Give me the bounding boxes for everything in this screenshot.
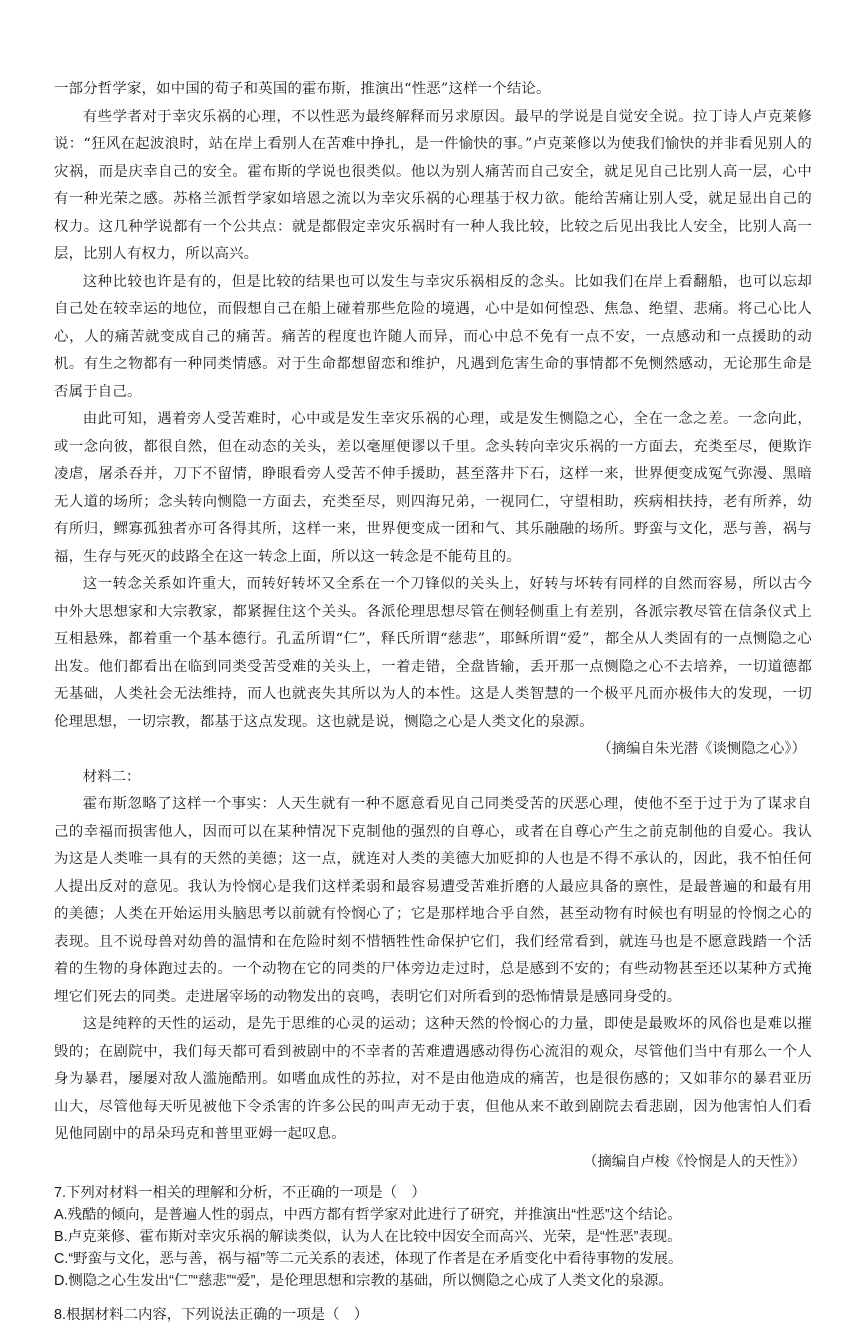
- material-two-source: （摘编自卢梭《怜悯是人的天性》）: [582, 1153, 806, 1170]
- material-one-paragraph: 这种比较也许是有的，但是比较的结果也可以发生与幸灾乐祸相反的念头。比如我们在岸上看翻船，也可以忘却自己处在较幸运的地位，而假想自己在船上碰着那些危险的境遇，心中是如何惶恐、焦急、绝望、悲痛。将己心比人心，人的痛苦就变成自己的痛苦。痛苦的程度也许随人而异，而心中总不免有一点不安，一点感动和一点援助的动机。有生之物都有一种同类情感。对于生命都想留恋和维护，凡遇到危害生命的事情都不免恻然感动，无论那生命是否属于自己。: [54, 273, 812, 400]
- question-7-option-c[interactable]: C.“野蛮与文化，恶与善，祸与福”等二元关系的表述，体现了作者是在矛盾变化中看待事物的发展。: [54, 1251, 683, 1267]
- question-7-option-b[interactable]: B.卢克莱修、霍布斯对幸灾乐祸的解读类似，认为人在比较中因安全而高兴、光荣，是“性恶”表现。: [54, 1229, 682, 1245]
- material-one-paragraph: 一部分哲学家，如中国的荀子和英国的霍布斯，推演出“性恶”这样一个结论。: [54, 81, 551, 97]
- material-one-source: （摘编自朱光潜《谈恻隐之心》）: [597, 741, 806, 757]
- question-7-option-d[interactable]: D.恻隐之心生发出“仁”“慈悲”“爱”，是伦理思想和宗教的基础，所以恻隐之心成了人类文化的泉源。: [54, 1273, 673, 1289]
- question-7: [54, 1182, 812, 1292]
- question-8-stem: 8.根据材料二内容，下列说法正确的一项是（ ）: [54, 1307, 369, 1323]
- material-one-paragraph: 有些学者对于幸灾乐祸的心理，不以性恶为最终解释而另求原因。最早的学说是自觉安全说。拉丁诗人卢克莱修说：“狂风在起波浪时，站在岸上看别人在苦难中挣扎，是一件愉快的事。”卢克莱修以为使我们愉快的并非看见别人的灾祸，而是庆幸自己的安全。霍布斯的学说也很类似。他以为别人痛苦而自己安全，就足见自己比别人高一层，心中有一种光荣之感。苏格兰派哲学家如培恩之流以为幸灾乐祸的心理基于权力欲。能给苦痛让别人受，就足显出自己的权力。这几种学说都有一个公共点：就是都假定幸灾乐祸时有一种人我比较，比较之后见出我比人安全，比别人高一层，比别人有权力，所以高兴。: [54, 108, 812, 262]
- material-one-paragraph: 由此可知，遇着旁人受苦难时，心中或是发生幸灾乐祸的心理，或是发生恻隐之心，全在一念之差。一念向此，或一念向彼，都很自然，但在动态的关头，差以毫厘便谬以千里。念头转向幸灾乐祸的一方面去，充类至尽，便欺诈凌虐，屠杀吞并，刀下不留情，睁眼看旁人受苦不伸手援助，甚至落井下石，这样一来，世界便变成冤气弥漫、黑暗无人道的场所；念头转向恻隐一方面去，充类至尽，则四海兄弟，一视同仁，守望相助，疾病相扶持，老有所养，幼有所归，鳏寡孤独者亦可各得其所，这样一来，世界便变成一团和气、其乐融融的场所。野蛮与文化，恶与善，祸与福，生存与死灭的歧路全在这一转念上面，所以这一转念是不能苟且的。: [54, 411, 812, 565]
- material-two-paragraph: 这是纯粹的天性的运动，是先于思维的心灵的运动；这种天然的怜悯心的力量，即使是最败坏的风俗也是难以摧毁的；在剧院中，我们每天都可看到被剧中的不幸者的苦难遭遇感动得伤心流泪的观众，尽管他们当中有那么一个人身为暴君，屡屡对敌人滥施酷刑。如嗜血成性的苏拉，对不是由他造成的痛苦，也是很伤感的；又如菲尔的暴君亚历山大，尽管他每天听见被他下令杀害的许多公民的叫声无动于衷，但他从来不敢到剧院去看悲剧，因为他害怕人们看见他同剧中的昂朵玛克和普里亚姆一起叹息。: [54, 1016, 812, 1142]
- material-two-label: 材料二：: [82, 768, 141, 785]
- question-7-option-a[interactable]: A.残酷的倾向，是普遍人性的弱点，中西方都有哲学家对此进行了研究，并推演出“性恶”这个结论。: [54, 1207, 682, 1223]
- question-8: [54, 1304, 812, 1326]
- material-one: [54, 76, 812, 764]
- material-two: [54, 764, 812, 1177]
- question-7-stem: 7.下列对材料一相关的理解和分析，不正确的一项是（ ）: [54, 1185, 426, 1201]
- material-one-paragraph: 这一转念关系如许重大，而转好转坏又全系在一个刀锋似的关头上，好转与坏转有同样的自然而容易，所以古今中外大思想家和大宗教家，都紧握住这个关头。各派伦理思想尽管在侧轻侧重上有差别，各派宗教尽管在信条仪式上互相悬殊，都着重一个基本德行。孔孟所谓“仁”，释氏所谓“慈悲”，耶稣所谓“爱”，都全从人类固有的一点恻隐之心出发。他们都看出在临到同类受苦受难的关头上，一着走错，全盘皆输，丢开那一点恻隐之心不去培养，一切道德都无基础，人类社会无法维持，而人也就丧失其所以为人的本性。这是人类智慧的一个极平凡而亦极伟大的发现，一切伦理思想，一切宗教，都基于这点发现。这也就是说，恻隐之心是人类文化的泉源。: [54, 576, 812, 730]
- material-two-paragraph: 霍布斯忽略了这样一个事实：人天生就有一种不愿意看见自己同类受苦的厌恶心理，使他不至于过于为了谋求自己的幸福而损害他人，因而可以在某种情况下克制他的强烈的自尊心，或者在自尊心产生之前克制他的自爱心。我认为这是人类唯一具有的天然的美德；这一点，就连对人类的美德大加贬抑的人也是不得不承认的，因此，我不怕任何人提出反对的意见。我认为怜悯心是我们这样柔弱和最容易遭受苦难折磨的人最应具备的禀性，是最普遍的和最有用的美德；人类在开始运用头脑思考以前就有怜悯心了；它是那样地合乎自然，甚至动物有时候也有明显的怜悯之心的表现。且不说母兽对幼兽的温情和在危险时刻不惜牺牲性命保护它们，我们经常看到，就连马也是不愿意践踏一个活着的生物的身体跑过去的。一个动物在它的同类的尸体旁边走过时，总是感到不安的；有些动物甚至还以某种方式掩埋它们死去的同类。走进屠宰场的动物发出的哀鸣，表明它们对所看到的恐怖情景是感同身受的。: [54, 796, 812, 1005]
